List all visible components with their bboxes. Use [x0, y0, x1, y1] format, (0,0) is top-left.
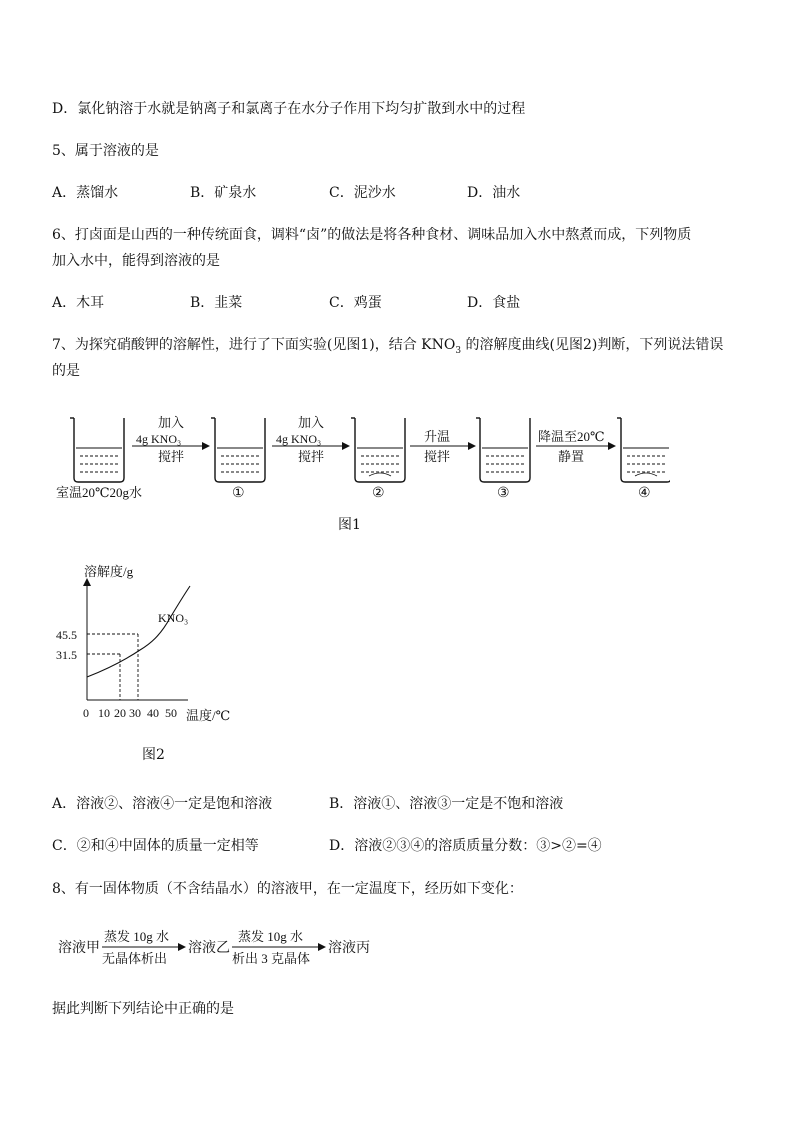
flow-arrow2-bot: 析出 3 克晶体: [232, 951, 311, 966]
arrow1-top: 加入: [158, 415, 185, 430]
arrow1-bot: 搅拌: [158, 449, 185, 464]
q7-option-c: C．②和④中固体的质量一定相等: [52, 838, 259, 854]
fig2-ylabel: 溶解度/g: [84, 564, 134, 579]
q5-option-c: C．泥沙水: [329, 185, 396, 201]
flow-solution-b: 溶液乙: [188, 941, 230, 956]
fig2-series-label: KNO₃: [158, 611, 189, 625]
beaker-2: [351, 418, 405, 482]
q6-stem-line1: 6、打卤面是山西的一种传统面食，调料“卤”的做法是将各种食材、调味品加入水中熬煮而成，下列物质: [52, 227, 692, 243]
q6-option-b: B．韭菜: [190, 295, 243, 311]
fig2-xtick-10: 10: [98, 706, 110, 720]
q7-option-b: B．溶液①、溶液③一定是不饱和溶液: [329, 796, 564, 812]
figure-2-caption: 图2: [142, 747, 165, 763]
arrow1-mid: 4g KNO₃: [136, 432, 182, 446]
flow-arrow1-bot: 无晶体析出: [102, 951, 168, 966]
figure-1-experiment: [50, 405, 670, 505]
q4-option-d: D．氯化钠溶于水就是钠离子和氯离子在水分子作用下均匀扩散到水中的过程: [52, 101, 526, 117]
flow-arrow1-top: 蒸发 10g 水: [104, 929, 170, 944]
flow-solution-c: 溶液丙: [328, 941, 370, 956]
beaker-label-1: ①: [232, 486, 245, 501]
fig2-xtick-50: 50: [165, 706, 177, 720]
fig2-ytick-45-5: 45.5: [56, 628, 77, 642]
fig2-xtick-0: 0: [83, 706, 89, 720]
arrow4-top: 降温至20℃: [538, 429, 605, 444]
q7-option-d: D．溶液②③④的溶质质量分数：③>②=④: [329, 838, 602, 854]
q6-option-c: C．鸡蛋: [329, 295, 382, 311]
arrow2-top: 加入: [298, 415, 325, 430]
fig2-ytick-31-5: 31.5: [56, 648, 77, 662]
q6-stem-line2: 加入水中，能得到溶液的是: [52, 253, 220, 269]
beaker-label-3: ③: [497, 486, 510, 501]
fig2-xtick-40: 40: [147, 706, 159, 720]
q5-option-b: B．矿泉水: [190, 185, 257, 201]
q5-stem: 5、属于溶液的是: [52, 143, 159, 159]
q7-stem-line2: 的是: [52, 363, 80, 379]
beaker-4: [617, 418, 670, 482]
beaker-label-4: ④: [638, 486, 651, 501]
arrow4-bot: 静置: [558, 449, 585, 464]
q8-conclusion: 据此判断下列结论中正确的是: [52, 1001, 234, 1017]
beaker-start: [70, 418, 124, 482]
figure-2-solubility-curve: [50, 560, 260, 730]
start-label: 室温20℃20g水: [56, 485, 143, 500]
q5-option-a: A．蒸馏水: [52, 185, 119, 201]
q7-stem-line1: 7、为探究硝酸钾的溶解性，进行了下面实验(见图1)，结合 $KNO_3$ 的溶解度曲线(见图2)判断，下列说法错误: [52, 337, 724, 356]
arrow3-top: 升温: [424, 429, 451, 444]
beaker-label-2: ②: [372, 486, 385, 501]
arrow2-mid: 4g KNO₃: [276, 432, 322, 446]
flow-solution-a: 溶液甲: [58, 941, 100, 956]
q6-option-a: A．木耳: [52, 295, 105, 311]
q6-option-d: D．食盐: [467, 295, 521, 311]
q7-option-a: A．溶液②、溶液④一定是饱和溶液: [52, 796, 273, 812]
flow-arrow2-top: 蒸发 10g 水: [238, 929, 304, 944]
fig2-xtick-20: 20: [114, 706, 126, 720]
q8-flow-diagram: [56, 925, 396, 975]
beaker-1: [211, 418, 265, 482]
beaker-3: [476, 418, 530, 482]
arrow2-bot: 搅拌: [298, 449, 325, 464]
kno3-curve: [87, 586, 190, 677]
arrow3-bot: 搅拌: [424, 449, 451, 464]
fig2-xlabel: 温度/℃: [186, 708, 231, 723]
q5-option-d: D．油水: [467, 185, 521, 201]
figure-1-caption: 图1: [338, 517, 361, 533]
q8-stem: 8、有一固体物质（不含结晶水）的溶液甲，在一定温度下，经历如下变化：: [52, 881, 523, 897]
fig2-xtick-30: 30: [129, 706, 141, 720]
